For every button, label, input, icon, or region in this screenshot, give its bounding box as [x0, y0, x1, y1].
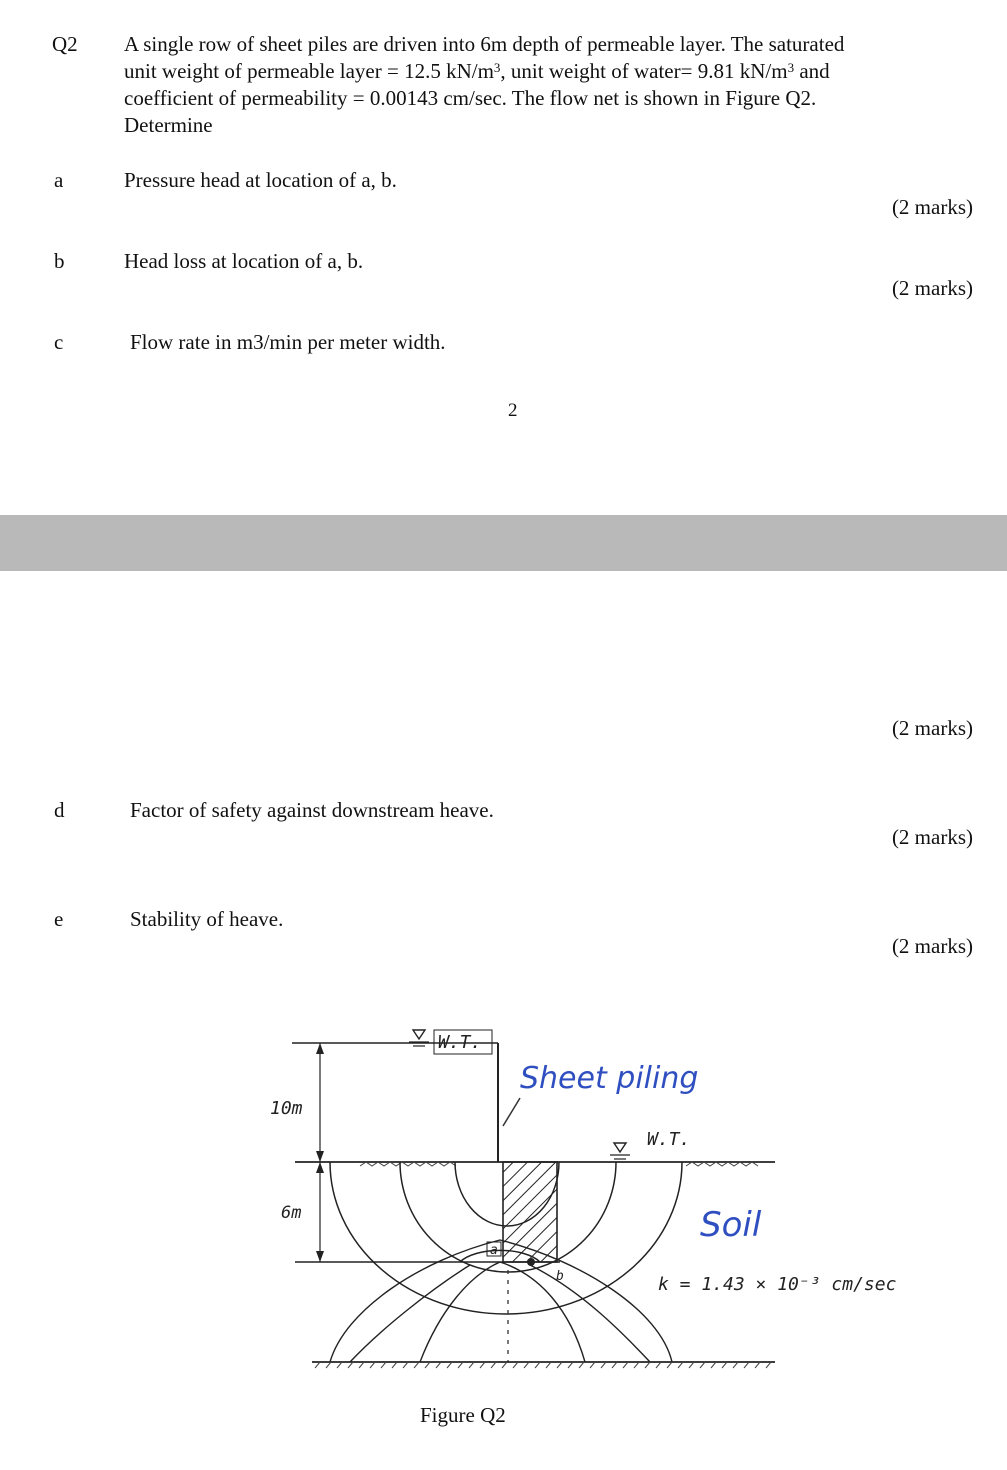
- annotation-sheet-piling: Sheet piling: [520, 1061, 699, 1096]
- statement-line-4: Determine: [124, 113, 213, 137]
- statement-line-3: coefficient of permeability = 0.00143 cm/sec. The flow net is shown in Figure Q2.: [124, 86, 817, 110]
- point-b-marker: [527, 1258, 535, 1266]
- annotation-leader-line: [503, 1098, 520, 1126]
- question-number: Q2: [52, 32, 78, 56]
- figure-caption: Figure Q2: [420, 1403, 506, 1427]
- equipotential-lines: [330, 1240, 672, 1362]
- equipotential-3: [350, 1265, 470, 1362]
- dim-label-upper: 10m: [270, 1098, 303, 1119]
- figure-q2-flow-net: [0, 1010, 1007, 1470]
- part-a-marks: (2 marks): [891, 195, 973, 219]
- upstream-wt-label: W.T.: [438, 1032, 482, 1053]
- downstream-water-table-icon: [610, 1143, 630, 1159]
- part-d-text: Factor of safety against downstream heave.: [130, 798, 494, 822]
- equipotential-1: [420, 1262, 500, 1362]
- dim-arrow-mid-lower: [316, 1162, 324, 1173]
- equipotential-2: [500, 1262, 585, 1362]
- page-break-divider: [0, 515, 1007, 571]
- statement-line-2: unit weight of permeable layer = 12.5 $kN/m^3$, unit weight of water= 9.81 $kN/m^3$ and: [124, 59, 830, 83]
- part-a-text: Pressure head at location of a, b.: [124, 168, 397, 192]
- annotation-soil: Soil: [700, 1205, 762, 1245]
- dim-arrow-mid-upper: [316, 1151, 324, 1162]
- part-b-label: b: [54, 249, 65, 273]
- part-c-marks: (2 marks): [891, 716, 973, 740]
- part-b-text: Head loss at location of a, b.: [124, 249, 364, 273]
- base-hatch: [315, 1362, 771, 1368]
- statement-line-1: A single row of sheet piles are driven into 6m depth of permeable layer. The saturated: [124, 32, 845, 56]
- dim-label-lower: 6m: [281, 1203, 302, 1223]
- dim-arrow-bottom: [316, 1251, 324, 1262]
- part-e-marks: (2 marks): [891, 934, 973, 958]
- part-d-label: d: [54, 798, 65, 822]
- part-d-marks: (2 marks): [891, 825, 973, 849]
- part-c-label: c: [54, 330, 64, 354]
- dim-arrow-top: [316, 1043, 324, 1054]
- superscript-3: 3: [787, 60, 795, 75]
- sheet-pile-embedded: [503, 1162, 557, 1262]
- equipotential-4: [530, 1265, 650, 1362]
- downstream-wt-label: W.T.: [647, 1129, 691, 1150]
- page-number: 2: [508, 400, 518, 421]
- part-b-marks: (2 marks): [891, 276, 973, 300]
- part-a-label: a: [54, 168, 64, 192]
- point-a-label: a: [490, 1243, 498, 1258]
- superscript-3: 3: [493, 60, 501, 75]
- equipotential-5: [330, 1240, 672, 1362]
- question-statement: [124, 31, 984, 139]
- part-c-text: Flow rate in m3/min per meter width.: [130, 330, 446, 354]
- part-e-label: e: [54, 907, 64, 931]
- permeability-label: k = 1.43 × 10⁻³ cm/sec: [658, 1274, 897, 1295]
- point-b-label: b: [556, 1269, 564, 1284]
- part-e-text: Stability of heave.: [130, 907, 284, 931]
